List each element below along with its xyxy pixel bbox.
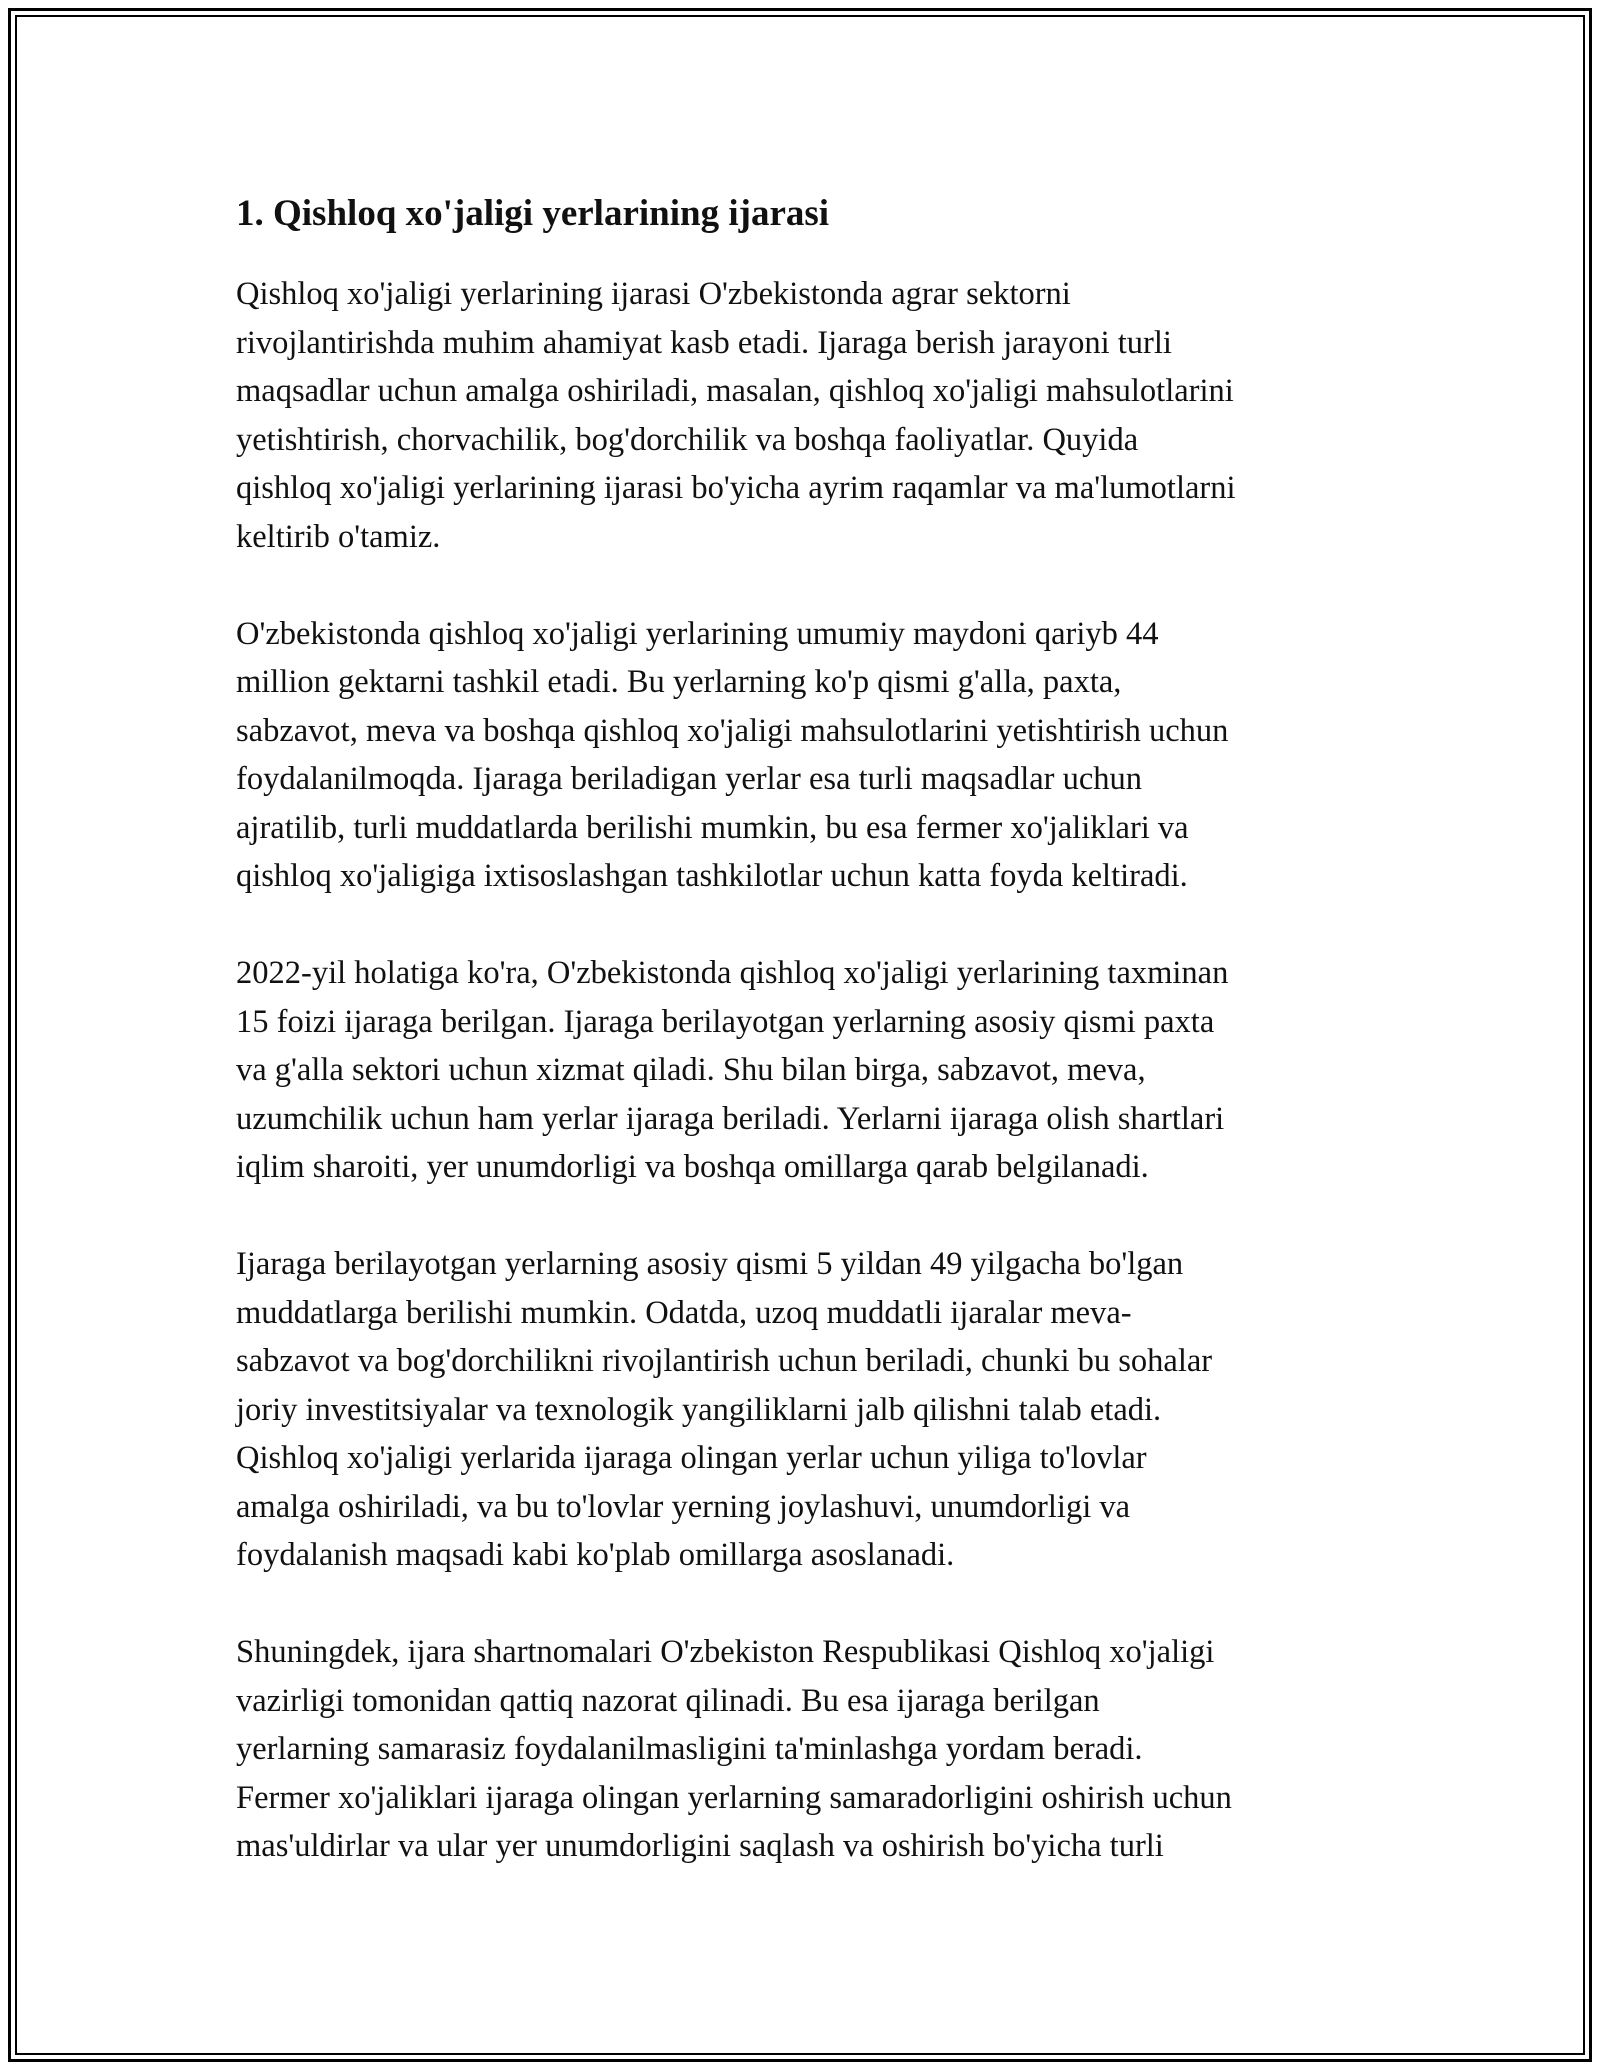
text-line: foydalanish maqsadi kabi ko'plab omillarga asoslanadi. [236, 1537, 955, 1573]
text-line: rivojlantirishda muhim ahamiyat kasb etadi. Ijaraga berish jarayoni turli [236, 324, 1172, 361]
paragraph-4 [236, 1240, 1376, 1580]
text-line: Fermer xo'jaliklari ijaraga olingan yerlarning samaradorligini oshirish uchun [236, 1779, 1232, 1816]
text-line: yerlarning samarasiz foydalanilmasligini ta'minlashga yordam beradi. [236, 1731, 1143, 1767]
text-line: 2022-yil holatiga ko'ra, O'zbekistonda qishloq xo'jaligi yerlarining taxminan [236, 955, 1229, 991]
text-line: Shuningdek, ijara shartnomalari O'zbekiston Respublikasi Qishloq xo'jaligi [236, 1634, 1215, 1670]
paragraph-2 [236, 610, 1376, 901]
text-line: foydalanilmoqda. Ijaraga beriladigan yerlar esa turli maqsadlar uchun [236, 761, 1143, 797]
paragraph-1 [236, 270, 1376, 561]
paragraph-5 [236, 1628, 1376, 1871]
text-line: muddatlarga berilishi mumkin. Odatda, uzoq muddatli ijaralar meva- [236, 1294, 1132, 1331]
text-line: mas'uldirlar va ular yer unumdorligini saqlash va oshirish bo'yicha turli [236, 1828, 1164, 1864]
paragraph-3 [236, 949, 1376, 1192]
text-line: Ijaraga berilayotgan yerlarning asosiy qismi 5 yildan 49 yilgacha bo'lgan [236, 1246, 1184, 1282]
document-body [236, 186, 1376, 1919]
text-line: amalga oshiriladi, va bu to'lovlar yerning joylashuvi, unumdorligi va [236, 1488, 1131, 1525]
text-line: million gektarni tashkil etadi. Bu yerlarning ko'p qismi g'alla, paxta, [236, 664, 1122, 700]
text-line: vazirligi tomonidan qattiq nazorat qilinadi. Bu esa ijaraga berilgan [236, 1682, 1100, 1719]
text-line: sabzavot, meva va boshqa qishloq xo'jaligi mahsulotlarini yetishtirish uchun [236, 712, 1229, 749]
text-line: va g'alla sektori uchun xizmat qiladi. Shu bilan birga, sabzavot, meva, [236, 1052, 1146, 1088]
text-line: 15 foizi ijaraga berilgan. Ijaraga berilayotgan yerlarning asosiy qismi paxta [236, 1003, 1215, 1040]
text-line: qishloq xo'jaligi yerlarining ijarasi bo'yicha ayrim raqamlar va ma'lumotlarni [236, 470, 1236, 506]
text-line: Qishloq xo'jaligi yerlarining ijarasi O'zbekistonda agrar sektorni [236, 276, 1071, 312]
text-line: yetishtirish, chorvachilik, bog'dorchilik va boshqa faoliyatlar. Quyida [236, 421, 1139, 458]
text-line: sabzavot va bog'dorchilikni rivojlantirish uchun beriladi, chunki bu sohalar [236, 1343, 1213, 1379]
text-line: O'zbekistonda qishloq xo'jaligi yerlarining umumiy maydoni qariyb 44 [236, 615, 1159, 652]
text-line: iqlim sharoiti, yer unumdorligi va boshqa omillarga qarab belgilanadi. [236, 1149, 1149, 1185]
text-line: ajratilib, turli muddatlarda berilishi mumkin, bu esa fermer xo'jaliklari va [236, 809, 1189, 846]
text-line: uzumchilik uchun ham yerlar ijaraga beriladi. Yerlarni ijaraga olish shartlari [236, 1100, 1225, 1137]
text-line: joriy investitsiyalar va texnologik yangiliklarni jalb qilishni talab etadi. [236, 1391, 1162, 1428]
text-line: qishloq xo'jaligiga ixtisoslashgan tashkilotlar uchun katta foyda keltiradi. [236, 858, 1188, 894]
text-line: Qishloq xo'jaligi yerlarida ijaraga olingan yerlar uchun yiliga to'lovlar [236, 1440, 1147, 1476]
text-line: keltirib o'tamiz. [236, 518, 441, 555]
text-line: maqsadlar uchun amalga oshiriladi, masalan, qishloq xo'jaligi mahsulotlarini [236, 373, 1234, 409]
section-heading: 1. Qishloq xo'jaligi yerlarining ijarasi [236, 193, 830, 234]
